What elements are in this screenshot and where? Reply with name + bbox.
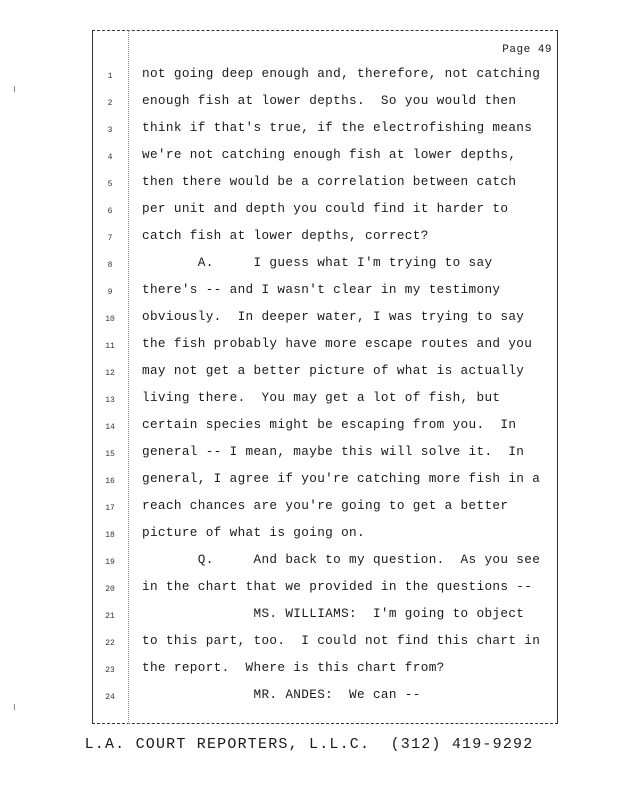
line-text: the fish probably have more escape routes and you (142, 336, 533, 351)
line-text: obviously. In deeper water, I was trying to say (142, 309, 525, 324)
court-reporter-footer: L.A. COURT REPORTERS, L.L.C. (312) 419-9292 (84, 736, 534, 753)
line-number: 11 (105, 342, 115, 351)
line-text: enough fish at lower depths. So you would then (142, 93, 517, 108)
line-number: 14 (105, 423, 115, 432)
line-number: 1 (107, 72, 113, 81)
line-number: 3 (107, 126, 113, 135)
line-number: 23 (105, 666, 115, 675)
line-number: 15 (105, 450, 115, 459)
line-text: MR. ANDES: We can -- (142, 687, 421, 702)
line-number: 6 (107, 207, 113, 216)
line-text: the report. Where is this chart from? (142, 660, 445, 675)
line-text: living there. You may get a lot of fish, but (142, 390, 501, 405)
line-text: general -- I mean, maybe this will solve it. In (142, 444, 525, 459)
line-number: 20 (105, 585, 115, 594)
line-text: certain species might be escaping from you. In (142, 417, 517, 432)
line-text: per unit and depth you could find it harder to (142, 201, 509, 216)
line-text: think if that's true, if the electrofishing means (142, 120, 533, 135)
line-number: 24 (105, 693, 115, 702)
line-number: 8 (107, 261, 113, 270)
line-number: 18 (105, 531, 115, 540)
line-text: then there would be a correlation between catch (142, 174, 517, 189)
line-text: there's -- and I wasn't clear in my testimony (142, 282, 501, 297)
line-number: 17 (105, 504, 115, 513)
line-text: reach chances are you're going to get a better (142, 498, 509, 513)
line-text: A. I guess what I'm trying to say (142, 255, 493, 270)
transcript-line (0, 687, 618, 722)
line-text: not going deep enough and, therefore, not catching (142, 66, 541, 81)
line-number: 10 (105, 315, 115, 324)
line-text: catch fish at lower depths, correct? (142, 228, 429, 243)
line-text: may not get a better picture of what is actually (142, 363, 525, 378)
line-text: to this part, too. I could not find this chart in (142, 633, 541, 648)
line-number: 9 (107, 288, 113, 297)
line-text: we're not catching enough fish at lower depths, (142, 147, 517, 162)
line-text: in the chart that we provided in the questions -- (142, 579, 533, 594)
line-number: 12 (105, 369, 115, 378)
line-number: 13 (105, 396, 115, 405)
line-number: 16 (105, 477, 115, 486)
line-number: 21 (105, 612, 115, 621)
line-number: 22 (105, 639, 115, 648)
line-text: Q. And back to my question. As you see (142, 552, 541, 567)
line-number: 7 (107, 234, 113, 243)
line-text: general, I agree if you're catching more fish in a (142, 471, 541, 486)
line-text: picture of what is going on. (142, 525, 365, 540)
line-text: MS. WILLIAMS: I'm going to object (142, 606, 525, 621)
page-number: Page 49 (502, 44, 552, 56)
line-number: 5 (107, 180, 113, 189)
line-number: 4 (107, 153, 113, 162)
line-number: 2 (107, 99, 113, 108)
line-number: 19 (105, 558, 115, 567)
